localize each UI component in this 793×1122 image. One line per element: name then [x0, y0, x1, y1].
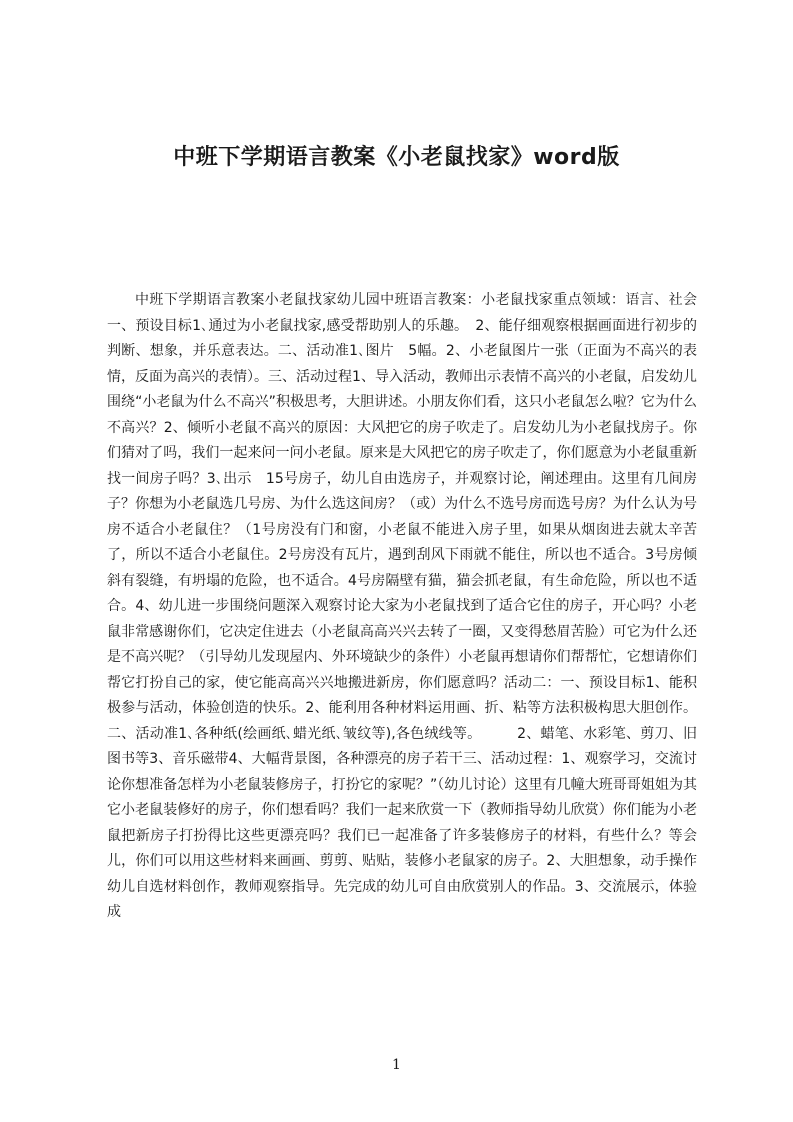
body-paragraph: 中班下学期语言教案小老鼠找家幼儿园中班语言教案：小老鼠找家重点领域：语言、社会一、预设目标1､通过为小老鼠找家,感受帮助别人的乐趣。 2、能仔细观察根据画面进行初步的判断、想象，并乐意表达。二、活动准1､图片 5幅。2、小老鼠图片一张（正面为不高兴的表情，反面为高兴的表情）。三、活动过程1、导入活动，教师出示表情不高兴的小老鼠，启发幼儿围绕“小老鼠为什么不高兴”积极思考，大胆讲述。小朋友你们看，这只小老鼠怎么啦？它为什么不高兴？2、倾听小老鼠不高兴的原因：大风把它的房子吹走了。启发幼儿为小老鼠找房子。你们猜对了吗，我们一起来问一问小老鼠。原来是大风把它的房子吹走了，你们愿意为小老鼠重新找一间房子吗？3､出示 15号房子，幼儿自由选房子，并观察讨论，阐述理由。这里有几间房子？你想为小老鼠选几号房、为什么选这间房？（或）为什么不选号房而选号房？为什么认为号房不适合小老鼠住？（1号房没有门和窗，小老鼠不能进入房子里，如果从烟囱进去就太辛苦了，所以不适合小老鼠住。2号房没有瓦片，遇到刮风下雨就不能住，所以也不适合。3号房倾斜有裂缝，有坍塌的危险，也不适合。4号房隔壁有猫，猫会抓老鼠，有生命危险，所以也不适合。4、幼儿进一步围绕问题深入观察讨论大家为小老鼠找到了适合它住的房子，开心吗？小老鼠非常感谢你们，它决定住进去（小老鼠高高兴兴去转了一圈，又变得愁眉苦脸）可它为什么还是不高兴呢？（引导幼儿发现屋内、外环境缺少的条件）小老鼠再想请你们帮帮忙，它想请你们帮它打扮自己的家，使它能高高兴兴地搬进新房，你们愿意吗？活动二：一、预设目标1、能积极参与活动，体验创造的快乐。2、能利用各种材料运用画、折、粘等方法积极构思大胆创作。二、活动准1､各种纸(绘画纸､蜡光纸､皱纹等),各色绒线等。 2、蜡笔、水彩笔、剪刀、旧图书等3、音乐磁带4、大幅背景图，各种漂亮的房子若干三、活动过程：1、观察学习，交流讨论你想准备怎样为小老鼠装修房子，打扮它的家呢？”（幼儿讨论）这里有几幢大班哥哥姐姐为其它小老鼠装修好的房子，你们想看吗？我们一起来欣赏一下（教师指导幼儿欣赏）你们能为小老鼠把新房子打扮得比这些更漂亮吗？我们已一起准备了许多装修房子的材料，有些什么？等会儿，你们可以用这些材料来画画、剪剪、贴贴，装修小老鼠家的房子。2、大胆想象，动手操作幼儿自选材料创作，教师观察指导。先完成的幼儿可自由欣赏别人的作品。3、交流展示，体验成: [107, 292, 697, 920]
document-body: [107, 288, 697, 998]
document-title: 中班下学期语言教案《小老鼠找家》word版: [173, 145, 620, 170]
page-number: 1: [392, 1057, 401, 1073]
